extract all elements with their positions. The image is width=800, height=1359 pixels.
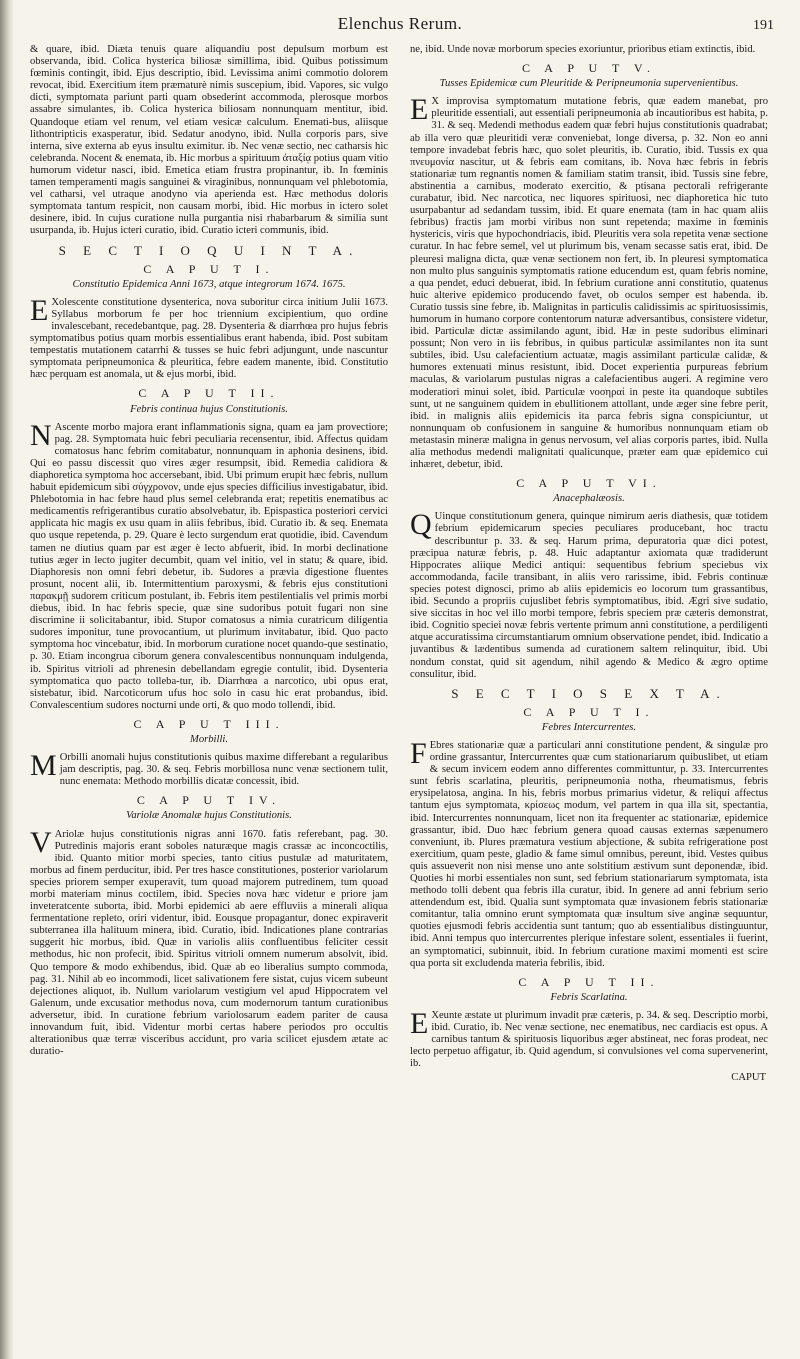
chapter-text (30, 418, 388, 712)
chapter-text (410, 508, 768, 680)
drop-cap: E (410, 93, 429, 127)
drop-cap: E (30, 293, 49, 327)
running-title: Elenchus Rerum. (337, 14, 463, 33)
chapter-subtitle: Febris Scarlatina. (550, 991, 628, 1003)
chapter-subtitle: Anacephalæosis. (553, 493, 625, 505)
chapter-body: Orbilli anomali hujus constitutionis quibus maxime differebant a regularibus jam descriptis, pag. 30. & seq. Febris morbillosa nunc venæ sectionem tulit, nunc enemata: Methodo morbillis dicatæ concessit, ibid. (59, 752, 388, 788)
chapter-body: Xeunte æstate ut plurimum invadit præ cæteris, p. 34. & seq. Descriptio morbi, ibid. Curatio, ib. Nec venæ sectione, nec enematibus, nec cardiacis est opus. A carnibus tantum & spirituosis liquoribus æger abstineat, nec foras prodeat, nec lecto perpetuo affigatur, ib. Quid agendum, si convulsiones vel coma supervenerint, ib. (410, 1009, 768, 1070)
paragraph-continued: ne, ibid. Unde novæ morborum species exoriuntur, prioribus etiam extinctis, ibid. (410, 44, 756, 55)
chapter-body: Ascente morbo majora erant inflammationis signa, quam ea jam provectiore; pag. 28. Symptomata huic febri peculiaria recensentur, ibid. Affectus quidam comatosus hanc febrim comitabatur, nonnunquam in aphonia desinens, ibid. Qui eo passu discessit quo vires æger resumpsit, ibid. Remedia calidiora & diaphoretica symptoma hoc accersebant, ibid. Ubi primum erupit hæc febris, nullum habuit epidemicum sibi σύγχρονον, unde ejus species difficilius investigabatur, ibid. Phlebotomia in hac febre haud plus semel celebranda erat; repetitis enematibus ac medicamentis refrigerantibus curatio absolvebatur, ib. Epispastica posteriori cervici applicata hic magis ex usu quam in aliis febribus, ibid. Curatio ib. & seq. Enemata quo usque repetenda, p. 29. Quare è lecto surgendum erat quotidie, ibid. Cavendum tamen ne diutius quam par est æger è lecto abfuerit, ibid. In morbi declinatione tutius æger in lecto jugiter decumbit, quam vel initio, vel in statu; & quare, ibid. Diaphoresis non omni febri debetur, ib. Sudores a prævia digestione fluentes prosunt, nocent alii, ib. Intermittentium paroxysmi, & febris ejus constitutioni παρακμῇ sudorem criticum postulant, ib. Febris item pestilentialis vel primis morbi diebus, ibid. In hac febris specie, quæ sine sudoribus potuit fugari non sine discrimine ii solicitabantur, ibid. Stupor comatosus a nimia curatricum diligentia sudores imponitur, tune provocantium, ut plurimum invitabatur, ibid. Quo pacto symptoma hoc vincebatur, ibid. In morborum curatione nocet quando-que sestinatio, p. 30. Etiam incongrua ciborum genera convalescentibus nonnunquam indulgenda, ib. Spiritus vitrioli ad phrenesin debellandam egregie contulit, ibid. Dysenteria symptomatica quo pacto tolleba-tur, ib. Diarrhœa a narcotico, ubi opus erat, sistebatur, ibid. Narcoticorum ufus hoc solo in casu hic erat probandus, ibid. Convalescentium sudores nocturni unde orti, & quo modo tollendi, ibid. (30, 421, 388, 711)
drop-cap: V (30, 825, 52, 859)
drop-cap: Q (410, 508, 432, 542)
chapter-subtitle: Febres Intercurrentes. (541, 721, 637, 733)
chapter-heading: C A P U T II. (138, 386, 280, 401)
chapter-subtitle: Febris continua hujus Constitutionis. (130, 403, 288, 415)
chapter-body: Uinque constitutionum genera, quinque nimirum aeris diathesis, quæ totidem febrium epidemicarum species peculiares producebant, hoc tractu describuntur p. 33. & seq. Harum prima, depuratoria quæ dici potest, præcipua naturæ febris, p. 48. Huic adaptantur axiomata quæ tradiderunt Hippocrates aliique Medici antiqui: sequentibus febrium speciebus vix accommodanda, facile transibant, in aliis vero rarissime, ibid. Febris continuæ species potest dignosci, primo ab aliis epidemicis eo locorum tum grassantibus, ibid. Secundo a propriis cujuslibet febris symptomatibus, ibid. Ægri sive sudatio, sive siccitas in hoc vel illo morbi tempore, febris speciem præ cæteris demonstrat, ibid. Cognitio speciei novæ febris vertente primum anni constitutione, a perdiligenti atque accuratissima circumstantiarum omnium observatione pendet, ibid. Indicatio a juvantibus & lædentibus sumenda ad curationem saltem relinquitur, ibid. Ubi nondum constat, quid sit agendum, nihil agendo & Medico & ægro optime consulitur, ibid. (410, 511, 768, 680)
chapter-subtitle: Variolæ Anomalæ hujus Constitutionis. (126, 810, 292, 822)
drop-cap: N (30, 418, 52, 452)
drop-cap: M (30, 749, 57, 783)
section-heading: S E C T I O Q U I N T A. (58, 242, 360, 258)
chapter-heading: C A P U T IV. (136, 793, 282, 808)
chapter-text (30, 293, 388, 382)
chapter-text (410, 1006, 768, 1070)
left-column (30, 44, 388, 1344)
chapter-heading: C A P U T V. (521, 61, 657, 76)
drop-cap: E (410, 1006, 429, 1040)
page-number: 191 (753, 18, 774, 33)
chapter-heading: C A P U T II. (518, 974, 660, 989)
chapter-subtitle: Tusses Epidemicæ cum Pleuritide & Peripneumonia supervenientibus. (439, 78, 739, 90)
chapter-body: Xolescente constitutione dysenterica, nova suboritur circa initium Julii 1673. Syllabus morborum fe per hoc triennium excipientium, quo ordine invalescebant, recedebantque, pag. 28. Dysenteria & diarrhœa pro hujus febris symptomatibus potius quam morbis essentialibus erant habenda, ibid. Post subitam tempestatis mutationem catarrhi & tusses se huic febri adjungunt, unde nascuntur symptomata peripneumonica & pleuritica, febre eadem manente, ibid. Constitutio hæc perquam est anomala, ut & ejus morbi, ibid. (30, 296, 388, 381)
chapter-heading: C A P U T I. (143, 261, 275, 276)
paragraph-continued: & quare, ibid. Diæta tenuis quare aliquandiu post depulsum morbum est observanda, ibid. Colica hysterica biliosæ simillima, ibid. Quibus potissimum fœminis contingit, ibid. Ejus descriptio, ibid. Levissima animi commotio dolorem revocat, ibid. Exercitium item præmaturè nimis suscepium, ibid. Vapores, sic vulgo dicti, symptomata pariunt parti quam obsederint accommoda, plerosque morbos assabre simulantes, ib. Colica hysterica biliosam nonnunquam mentitur, ibid. Quandoque etiam vel renum, vel etiam vesicæ calculum. Enemati-bus, aliisque lithontripticis exasperatur, ibid. Sedatur anodyno, ibid. Nulla corporis pars, sive interna, sive externa ab eyus insultu eximitur. ib. Nec venæ sectio, nec catharsis hic celebranda. Nocent & enemata, ib. Hic morbus a spirituum ἀταξίᾳ potius quam vitio humorum videtur nasci, ibid. Emetica etiam frustra propinantur, ib. In fœminis tamen temperamenti magis sanguinei & viraginibus, nonnunquam vel phlebotomia, vel catharsi, vel utraque anodyno via aperienda est. Hæc methodus doloris symptomata tantum respicit, non causam morbi, ibid. Hic morbus in ictero solet desinere, ibid. In cujus curatione nulla purgantia nisi rhabarbarum & similia sunt usurpanda, ib. Hujus icteri curatio, ibid. Curatio icteri communis, ibid. (30, 44, 388, 237)
chapter-heading: C A P U T III. (133, 716, 285, 731)
chapter-body: Ebres stationariæ quæ a particulari anni constitutione pendent, & singulæ pro ordine grassantur, Intercurrentes quæ cum stationariarum quibuslibet, ut etiam & secum invicem eodem anno differentes committuntur, p. 33. Intercurrentes sunt febris scarlatina, pleuritis, peripneumonia notha, rheumatismus, febris erysipelatosa, angina. In his, febris morbus primarius videtur, & reliqui affectus tantum ejus symptomata, κρίσεως modum, vel partem in qua illa sit, spectantia, ibid. Intercurrentes nonnunquam, licet non ita frequenter ac stationariæ, epidemice grassantur, ibid. Duo hæc febrium genera quoad causas externas sæpenumero conveniunt, ib. Plures præmatura vestium abjectione, & subita refrigeratione post exercitium, quam peste, gladio & fame simul omnibus, pereunt, ibid. Vestes quibus quis assueverit non nisi mense uno ante solstitium æstivum sunt deponendæ, ibid. Quoties hi morbi essentiales non sunt, sed febrium stationariarum symptomata, ista methodo tolli debent qua febris illa curatur, ibid. In genere ad anni febrium serio attendendum est, ibid. Qualia sunt symptomata quæ invasionem febris stationariæ comitantur, talia omnino erunt symptomata quæ insultum sive anginæ sequuntur, quoties ejusmodi febris accidentia sunt tantum; quo ab essentialibus distinguuntur, ibid. Anni tempus quo intercurrentes plerique infestare solent, essentiales ii fuerint, an symptomatici, subinnuit, ibid. In febrium curatione maximi momenti est scire qua porta sit excludenda materia febrilis, ibid. (410, 739, 768, 969)
chapter-heading: C A P U T I. (523, 704, 655, 719)
catchword: CAPUT (731, 1072, 766, 1084)
chapter-body: X improvisa symptomatum mutatione febris, quæ eadem manebat, pro pleuritide essentiali, aut essentiali peripneumonia ab incautioribus est habita, p. 31. & seq. Medendi methodus eadem quæ febri hujus constitutionis quadrabat; ab illa vero quæ pleuritidi veræ conveniebat, longe diversa, p. 32. Non eo anni tempore invadebat febris hæc, quo solet pleuritis, ib. Curatio, ibid. Tussis ex qua πνευμονία nascitur, ut & febris eam comitans, ib. Nova hæc febris in febris stationariæ tum regnantis nomen & familiam statim transit, ibid. Tussis sine febre, abstinentia a carnibus, moderato exercitio, & ptisana pectorali refrigerante curabatur, ibid. Nec narcotica, nec liquores spirituosi, nec diaphoretica hic tuto usurpabantur ad sedandam tussim, ibid. Et quare enemata (tam in hac quam aliis febribus) fractis jam morbi viribus non sunt repetenda; maxime in fœminis hystericis, viris que hypochondriacis, ibid. Pleuritis vera sola repetita venæ sectione curatur. In hac febre semel, vel ut plurimum bis, venam secasse satis erat, ibid. De pleuresi maligna dicta, quæ venæ sectionem non fert, ib. In pleuresi symptomatica non multo plus sanguinis symptomatis ratione educendum est, quam febris nomine, a qua pendet, educi debuerat, ibid. In febrium curatione anni constitutio, quatenus huic alterive epidemico producendo favet, ob oculos semper est habenda. ib. Curatio tussis sine febre, ib. Malignitas in particulis calidissimis ac spirituosissimis, humorum in humano corpore contentorum naturæ adversantibus, consistere videtur, ibid. Particulæ dictæ assimilando agunt, ibid. Hæ in peste sudoribus eliminari possunt; Non vero in iis febribus, in quibus particulæ assimilantes non ita sunt subtiles, ibid. Usu calefacientium actuatæ, magis assimilant particulæ calidæ, & humores extenuati minus resistunt, ibid. Docet experientia purpureas febrium maculas, & variolarum pustulas nigras a calefacientibus augeri. A regimine vero moderatiori minui solet, ibid. Particulæ νοσηραί in peste ita quandoque subtiles sunt, ut ne sanguinem quidem in ebullitionem attollant, unde æger sine febre perit, ibid. in malignis aliis epidemicis ita parca febris signa conspiciuntur, ut nonnunquam ob confusionem in sanguine & humoribus nonnunquam etiam ob metastasin mineræ maligna in genus nervosum, vel alias corporis partes, ibid. Nulla alia methodus medendi malignitati qualicunque, præter eam quæ epidemico cui inhæret, debetur, ibid. (410, 96, 768, 471)
chapter-text (410, 736, 768, 970)
chapter-subtitle: Morbilli. (190, 733, 228, 745)
binding-gutter (0, 0, 14, 1359)
chapter-text (410, 93, 768, 471)
section-heading: S E C T I O S E X T A. (451, 685, 727, 701)
chapter-heading: C A P U T VI. (516, 476, 662, 491)
chapter-body: Ariolæ hujus constitutionis nigras anni 1670. fatis referebant, pag. 30. Putredinis majoris erant soboles naturæque magis crassæ ac inconcoctilis, ibid. Quanto mitior morbi species, tanto citius pustulæ ad maturitatem, morbus ad finem perducitur, ibid. Per tres hasce constitutiones, posterior variolarum species priorem semper exuperavit, tum quoad majorem putredinem, tum quoad morbi materiam minus coctilem, ibid. Species nova hæc videtur e priore jam inveteratcente suborta, ibid. Morbi epidemici ab aere effluviis a minerali aliqua fermentatione repleto, oriri videntur, ibid. Eousque propagantur, donec expiraverit subterranea illa halituum minera, ibid. Curatio, ibid. Indicationes plane contrarias suggerit hic morbus, ibid. Quæ in variolis aliis confluentibus feliciter cessit methodus, hic non profecit, ibid. Spiritus vitrioli omnem numerum absolvit, ibid. Quo tempore & modo exhibendus, ibid. Quæ ab eo liberalius sumpto commoda, pag. 31. Nihil ab eo incommodi, licet salivationem fere sistat, cujus vicem subeunt dejectiones aliquot, ib. Nullum variolarum vestigium vel apud Hippocratem vel Galenum, unde excusatior methodus nova, cum modernorum tantum curationibus adversetur, ibid. In curatione febrium variolosarum eadem pariter de causa innovandum fuit, ibid. Videntur morbi certas habere periodos pro occultis alterationibus quæ terræ visceribus accidunt, pro varia scilicet ejusdem ætate ac duratio- (30, 828, 388, 1058)
chapter-subtitle: Constitutio Epidemica Anni 1673, atque integrorum 1674. 1675. (72, 278, 346, 290)
right-column (410, 44, 768, 1344)
drop-cap: F (410, 736, 427, 770)
chapter-text (30, 825, 388, 1059)
chapter-text (30, 749, 388, 788)
